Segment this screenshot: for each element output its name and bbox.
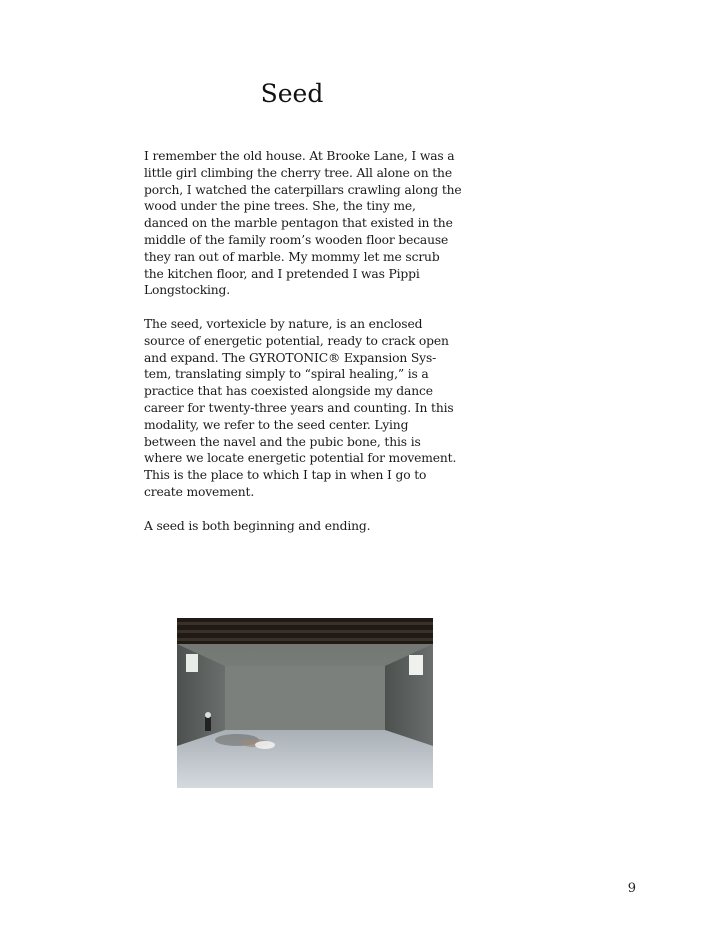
dance-studio-photo <box>177 618 433 788</box>
body-text <box>144 148 462 551</box>
paragraph: The seed, vortexicle by nature, is an enclosed source of energetic potential, ready to crack open and expand. The GYROTONIC® Expansion Sys-tem, translating simply to “spiral healing,” is a practice that has coexisted alongside my dance career for twenty-three years and counting. In this modality, we refer to the seed center. Lying between the navel and the pubic bone, this is where we locate energetic potential for movement. This is the place to which I tap in when I go to create movement. <box>144 316 457 499</box>
page-number: 9 <box>627 881 636 896</box>
paragraph: A seed is both beginning and ending. <box>144 518 371 533</box>
page-title: Seed <box>260 78 324 108</box>
paragraph: I remember the old house. At Brooke Lane, I was a little girl climbing the cherry tree. All alone on the porch, I watched the caterpillars crawling along the wood under the pine trees. She, the tiny me, danced on the marble pentagon that existed in the middle of the family room’s wooden floor because they ran out of marble. My mommy let me scrub the kitchen floor, and I pretended I was Pippi Longstocking. <box>144 149 462 298</box>
